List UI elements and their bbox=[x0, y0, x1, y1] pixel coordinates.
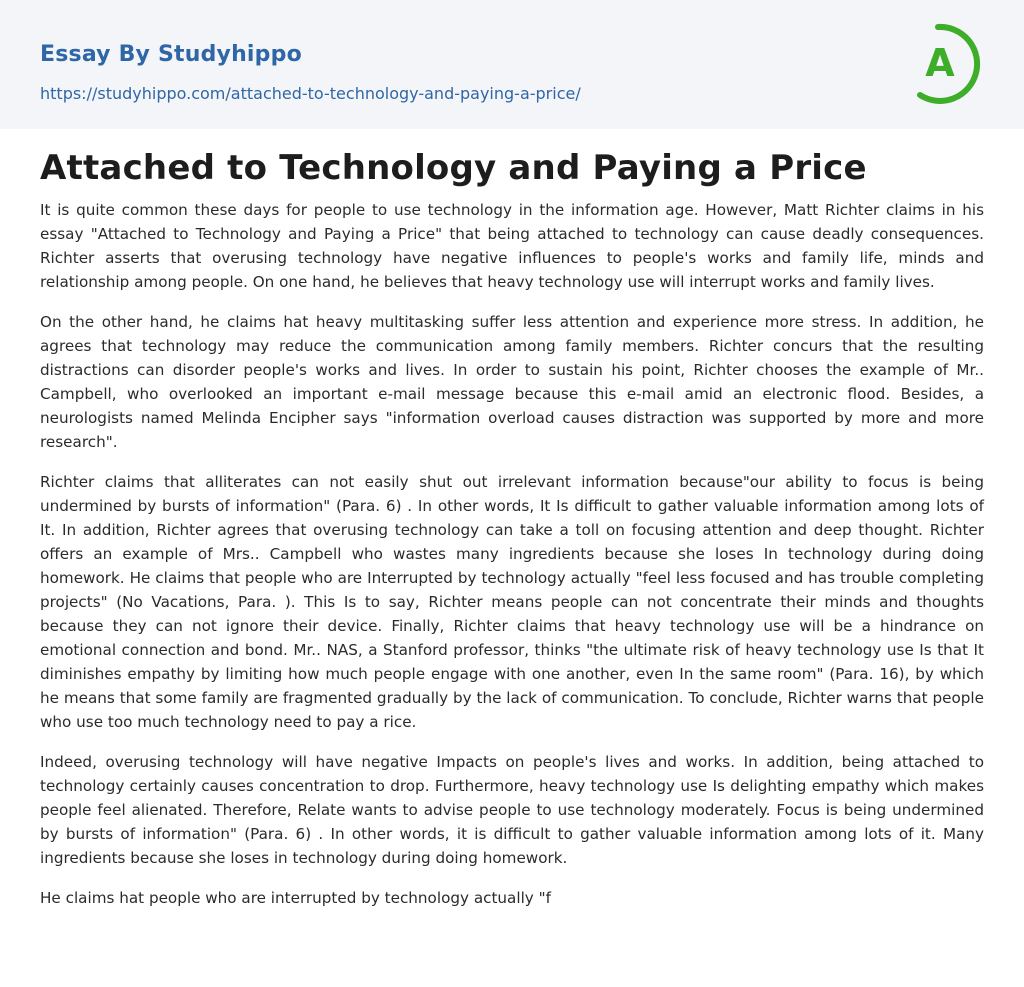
essay-paragraph-2: On the other hand, he claims hat heavy multitasking suffer less attention and experience more stress. In addition, he agrees that technology may reduce the communication among family members. Richter concurs that the resulting distractions can disorder people's works and lives. In order to sustain his point, Richter chooses the example of Mr.. Campbell, who overlooked an important e-mail message because this e-mail amid an electronic flood. Besides, a neurologists named Melinda Encipher says "information overload causes distraction was supported by more and more research". bbox=[40, 313, 984, 451]
logo-letter: A bbox=[925, 41, 955, 85]
page-header bbox=[0, 0, 1024, 129]
site-brand[interactable]: Essay By Studyhippo bbox=[40, 42, 302, 67]
essay-title: Attached to Technology and Paying a Price bbox=[40, 148, 867, 188]
essay-content bbox=[40, 129, 984, 926]
studyhippo-logo-icon[interactable] bbox=[912, 19, 986, 105]
essay-url-link[interactable]: https://studyhippo.com/attached-to-technology-and-paying-a-price/ bbox=[40, 84, 581, 103]
essay-paragraph-4: Indeed, overusing technology will have negative Impacts on people's lives and works. In addition, being attached to technology certainly causes concentration to drop. Furthermore, heavy technology use Is delighting empathy which makes people feel alienated. Therefore, Relate wants to advise people to use technology moderately. Focus is being undermined by bursts of information" (Para. 6) . In other words, it is difficult to gather valuable information among lots of it. Many ingredients because she loses in technology during doing homework. bbox=[40, 753, 984, 867]
essay-paragraph-3: Richter claims that alliterates can not easily shut out irrelevant information because"our ability to focus is being undermined by bursts of information" (Para. 6) . In other words, It Is difficult to gather valuable information among lots of It. In addition, Richter agrees that overusing technology can take a toll on focusing attention and deep thought. Richter offers an example of Mrs.. Campbell who wastes many ingredients because she loses In technology during doing homework. He claims that people who are Interrupted by technology actually "feel less focused and has trouble completing projects" (No Vacations, Para. ). This Is to say, Richter means people can not concentrate their minds and thoughts because they can not ignore their device. Finally, Richter claims that heavy technology use will be a hindrance on emotional connection and bond. Mr.. NAS, a Stanford professor, thinks "the ultimate risk of heavy technology use Is that It diminishes empathy by limiting how much people engage with one another, even In the same room" (Para. 16), by which he means that some family are fragmented gradually by the lack of communication. To conclude, Richter warns that people who use too much technology need to pay a rice. bbox=[40, 473, 984, 731]
essay-paragraph-5: He claims hat people who are interrupted by technology actually "f bbox=[40, 889, 551, 907]
essay-paragraph-1: It is quite common these days for people to use technology in the information age. However, Matt Richter claims in his essay "Attached to Technology and Paying a Price" that being attached to technology can cause deadly consequences. Richter asserts that overusing technology have negative influences to people's works and family life, minds and relationship among people. On one hand, he believes that heavy technology use will interrupt works and family lives. bbox=[40, 201, 984, 291]
